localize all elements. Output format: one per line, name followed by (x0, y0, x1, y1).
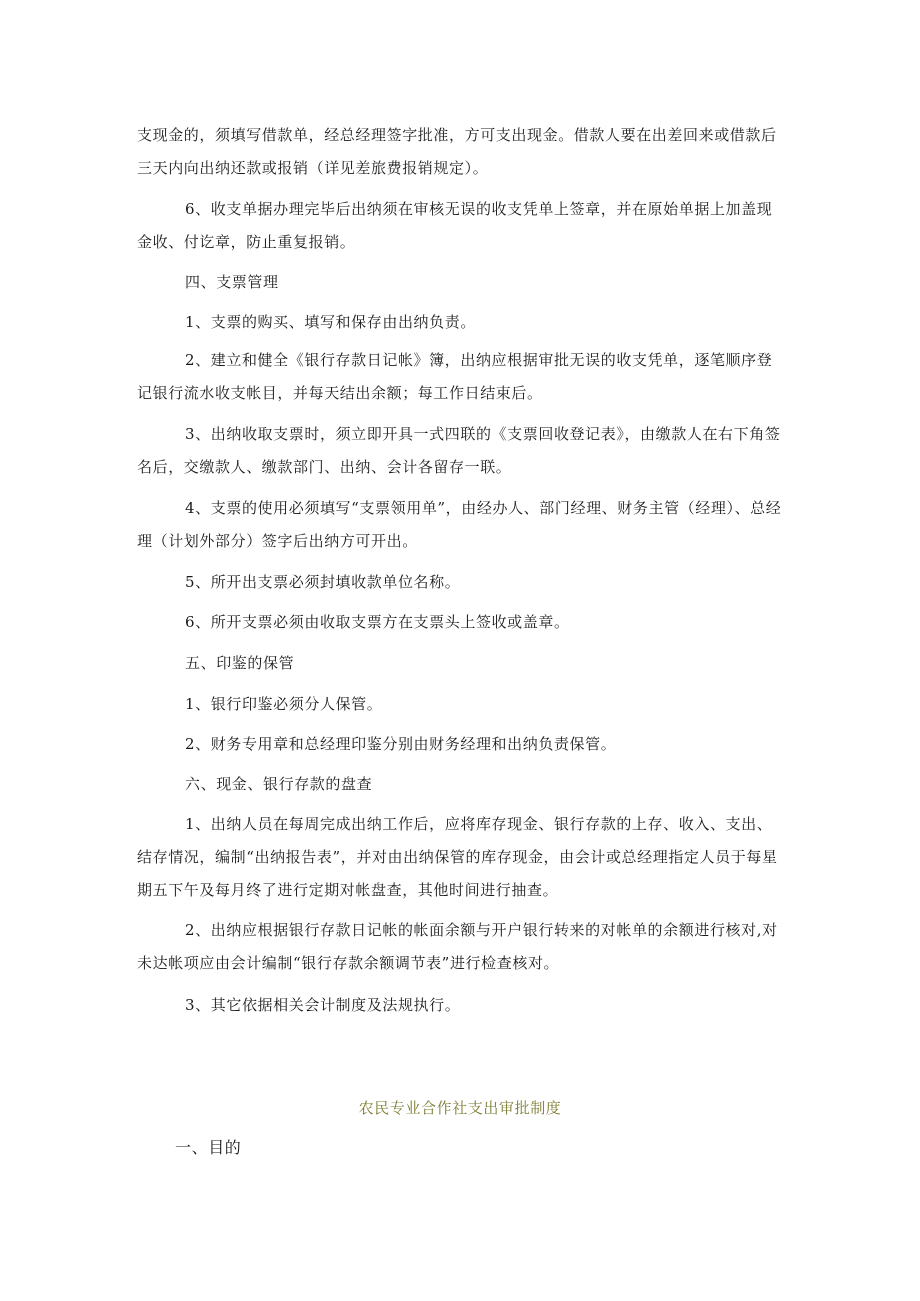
paragraph-cheque-1: 1、支票的购买、填写和保存由出纳负责。 (185, 313, 476, 331)
paragraph-cheque-6: 6、所开支票必须由收取支票方在支票头上签收或盖章。 (185, 613, 570, 631)
paragraph-audit-2: 2、出纳应根据银行存款日记帐的帐面余额与开户银行转来的对帐单的余额进行核对,对未达帐项应由会计编制“银行存款余额调节表”进行检查核对。 (137, 921, 778, 972)
section-heading-purpose: 一、目的 (175, 1138, 242, 1157)
paragraph-seal-2: 2、财务专用章和总经理印鉴分别由财务经理和出纳负责保管。 (185, 735, 617, 753)
paragraph-audit-3: 3、其它依据相关会计制度及法规执行。 (185, 996, 461, 1014)
paragraph-item-6: 6、收支单据办理完毕后出纳须在审核无误的收支凭单上签章，并在原始单据上加盖现金收、付讫章，防止重复报销。 (137, 200, 773, 251)
section-heading-cash-audit: 六、现金、银行存款的盘查 (185, 775, 373, 793)
section-heading-cheque-management: 四、支票管理 (185, 273, 279, 291)
paragraph-cash-advance-continuation: 支现金的，须填写借款单，经总经理签字批准，方可支出现金。借款人要在出差回来或借款后三天内向出纳还款或报销（详见差旅费报销规定）。 (137, 126, 777, 177)
paragraph-audit-1: 1、出纳人员在每周完成出纳工作后，应将库存现金、银行存款的上存、收入、支出、结存情况，编制“出纳报告表”，并对由出纳保管的库存现金，由会计或总经理指定人员于每星期五下午及每月终了进行定期对帐盘查，其他时间进行抽查。 (137, 815, 778, 899)
paragraph-cheque-5: 5、所开出支票必须封填收款单位名称。 (185, 573, 461, 591)
document-title: 农民专业合作社支出审批制度 (358, 1099, 562, 1117)
paragraph-cheque-2: 2、建立和健全《银行存款日记帐》簿，出纳应根据审批无误的收支凭单，逐笔顺序登记银行流水收支帐目，并每天结出余额；每工作日结束后。 (137, 351, 773, 402)
paragraph-cheque-4: 4、支票的使用必须填写“支票领用单”，由经办人、部门经理、财务主管（经理）、总经理（计划外部分）签字后出纳方可开出。 (137, 499, 782, 550)
paragraph-seal-1: 1、银行印鉴必须分人保管。 (185, 695, 383, 713)
section-heading-seal-custody: 五、印鉴的保管 (185, 654, 295, 672)
paragraph-cheque-3: 3、出纳收取支票时，须立即开具一式四联的《支票回收登记表》，由缴款人在右下角签名后，交缴款人、缴款部门、出纳、会计各留存一联。 (137, 425, 781, 476)
